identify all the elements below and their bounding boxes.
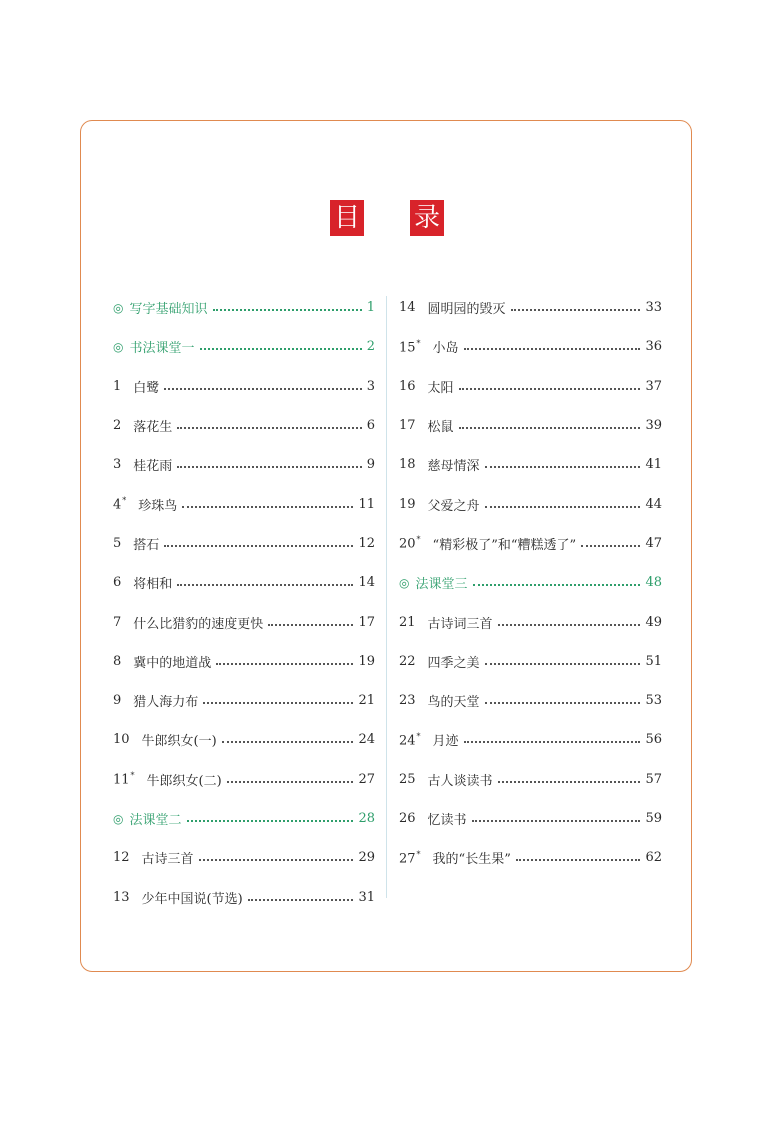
dot-leader (187, 819, 354, 822)
lesson-number (399, 850, 421, 866)
optional-star: * (130, 771, 135, 781)
toc-entry[interactable] (399, 838, 662, 877)
lesson-number (399, 418, 416, 433)
page-number: 27 (358, 771, 375, 787)
page-number: 37 (645, 378, 662, 394)
dot-leader (248, 898, 354, 901)
lesson-number (113, 654, 121, 669)
lesson-number (399, 339, 421, 355)
optional-star: * (416, 338, 421, 348)
lesson-number (399, 615, 416, 630)
dot-leader (511, 308, 641, 311)
toc-entry[interactable] (399, 406, 662, 445)
page-number: 3 (366, 378, 375, 394)
dot-leader (268, 623, 353, 626)
lesson-number-text: 14 (399, 300, 416, 316)
page-number: 31 (358, 889, 375, 905)
page-number: 39 (645, 418, 662, 434)
toc-entry[interactable] (113, 563, 375, 602)
lesson-number (113, 418, 121, 433)
section-mark-icon: ◎ (113, 811, 124, 826)
lesson-number (113, 496, 126, 512)
dot-leader (459, 387, 641, 390)
entry-title: 松鼠 (427, 420, 454, 436)
toc-entry[interactable] (399, 367, 662, 406)
page-number: 17 (358, 614, 375, 630)
page-number: 6 (366, 418, 375, 434)
page-number: 19 (358, 653, 375, 669)
toc-entry[interactable] (399, 799, 662, 838)
entry-title: 牛郎织女(一) (141, 734, 217, 750)
toc-section-entry[interactable] (399, 563, 662, 602)
page-number: 21 (358, 693, 375, 709)
entry-title: 法课堂三 (415, 577, 468, 593)
page-number: 24 (358, 732, 375, 748)
lesson-number (113, 890, 130, 905)
dot-leader (177, 583, 353, 586)
lesson-number (399, 497, 416, 512)
dot-leader (164, 387, 361, 390)
toc-entry[interactable] (113, 406, 375, 445)
toc-entry[interactable] (399, 524, 662, 563)
page-number: 36 (645, 339, 662, 355)
lesson-number-text: 10 (113, 732, 130, 748)
optional-star: * (416, 535, 421, 545)
lesson-number-text: 26 (399, 811, 416, 826)
entry-title: 古诗三首 (141, 852, 194, 868)
lesson-number (399, 457, 416, 472)
toc-entry[interactable] (113, 838, 375, 877)
lesson-number-text: 3 (113, 457, 122, 473)
lesson-number-text: 23 (399, 693, 416, 709)
lesson-number (399, 300, 416, 315)
dot-leader (464, 740, 641, 743)
entry-title: 月迹 (432, 734, 459, 750)
page-number: 49 (645, 614, 662, 630)
lesson-number-text: 5 (113, 535, 122, 551)
entry-title: 古人谈读书 (427, 773, 493, 789)
toc-entry[interactable] (113, 681, 375, 720)
toc-entry[interactable] (399, 445, 662, 484)
dot-leader (516, 858, 641, 861)
optional-star: * (416, 849, 421, 859)
entry-title: 写字基础知识 (129, 302, 208, 318)
lesson-number-text: 12 (113, 850, 130, 866)
dot-leader (199, 858, 354, 861)
page-number: 44 (645, 496, 662, 512)
toc-section-entry[interactable] (113, 799, 375, 838)
page-number: 59 (645, 811, 662, 826)
page-number: 29 (358, 850, 375, 866)
lesson-number-text: 9 (113, 693, 122, 709)
entry-title: 书法课堂一 (129, 341, 195, 357)
lesson-number (399, 732, 421, 748)
dot-leader (459, 426, 641, 429)
toc-entry[interactable] (113, 445, 375, 484)
entry-title: 猎人海力布 (133, 695, 199, 711)
page-number: 1 (366, 300, 375, 316)
lesson-number (113, 615, 121, 630)
dot-leader (203, 701, 353, 704)
toc-entry[interactable] (399, 720, 662, 759)
page-number: 12 (358, 535, 375, 551)
lesson-number-text: 17 (399, 418, 416, 434)
lesson-number (113, 536, 121, 551)
lesson-number-text: 22 (399, 653, 416, 669)
lesson-number-text: 7 (113, 614, 122, 630)
toc-right-column (399, 288, 662, 877)
lesson-number (113, 771, 135, 787)
column-divider (386, 296, 387, 898)
lesson-number (113, 850, 130, 865)
section-mark-icon: ◎ (113, 339, 124, 354)
entry-title: 落花生 (133, 420, 173, 436)
dot-leader (473, 583, 641, 586)
lesson-number-text: 15 (399, 340, 416, 356)
dot-leader (177, 465, 361, 468)
toc-entry[interactable] (113, 602, 375, 641)
entry-title: 古诗词三首 (427, 616, 493, 632)
toc-entry[interactable] (113, 760, 375, 799)
title-char-1: 目 (330, 200, 364, 236)
dot-leader (177, 426, 361, 429)
toc-entry[interactable] (399, 602, 662, 641)
lesson-number-text: 24 (399, 733, 416, 749)
toc-entry[interactable] (113, 484, 375, 523)
lesson-number-text: 25 (399, 771, 416, 787)
section-mark-icon: ◎ (113, 300, 124, 315)
lesson-number-text: 13 (113, 889, 130, 905)
entry-title: 鸟的天堂 (427, 695, 480, 711)
page-number: 51 (645, 653, 662, 669)
dot-leader (485, 505, 641, 508)
entry-title: 珍珠鸟 (138, 498, 178, 514)
page-number: 41 (645, 457, 662, 473)
page-number: 53 (645, 693, 662, 709)
entry-title: 父爱之舟 (427, 498, 480, 514)
dot-leader (182, 505, 353, 508)
page-number: 9 (366, 457, 375, 473)
page-title (0, 200, 779, 238)
entry-title: 什么比猎豹的速度更快 (133, 616, 264, 632)
entry-title: 法课堂二 (129, 813, 182, 828)
dot-leader (498, 623, 641, 626)
lesson-number (399, 811, 416, 826)
page-number: 2 (366, 339, 375, 355)
toc-entry[interactable] (113, 642, 375, 681)
lesson-number-text: 11 (113, 772, 130, 788)
lesson-number (399, 693, 416, 708)
lesson-number-text: 21 (399, 614, 416, 630)
entry-title: 忆读书 (427, 813, 467, 828)
page-number: 11 (358, 496, 375, 512)
entry-title: 圆明园的毁灭 (427, 302, 506, 318)
lesson-number (113, 693, 121, 708)
dot-leader (464, 347, 641, 350)
lesson-number (113, 575, 121, 590)
toc-entry[interactable] (399, 760, 662, 799)
page-number: 28 (358, 811, 375, 826)
page-number: 56 (645, 732, 662, 748)
toc-section-entry[interactable] (113, 327, 375, 366)
optional-star: * (416, 731, 421, 741)
lesson-number-text: 1 (113, 378, 122, 394)
entry-title: 四季之美 (427, 655, 480, 671)
lesson-number-text: 18 (399, 457, 416, 473)
lesson-number (399, 654, 416, 669)
lesson-number (113, 379, 121, 394)
page-number: 48 (645, 575, 662, 591)
lesson-number (399, 379, 416, 394)
toc-section-entry[interactable] (113, 288, 375, 327)
dot-leader (213, 308, 362, 311)
entry-title: “精彩极了”和“糟糕透了” (432, 537, 577, 553)
dot-leader (485, 662, 641, 665)
toc-entry[interactable] (399, 681, 662, 720)
entry-title: 牛郎织女(二) (146, 773, 222, 789)
dot-leader (472, 819, 641, 822)
lesson-number (113, 457, 121, 472)
toc-entry[interactable] (113, 367, 375, 406)
toc-entry[interactable] (113, 524, 375, 563)
entry-title: 我的“长生果” (432, 852, 511, 868)
lesson-number (399, 772, 416, 787)
entry-title: 桂花雨 (133, 459, 173, 475)
dot-leader (222, 740, 354, 743)
toc-entry[interactable] (399, 327, 662, 366)
lesson-number-text: 20 (399, 536, 416, 552)
lesson-number-text: 2 (113, 418, 122, 434)
optional-star: * (122, 495, 127, 505)
page-number: 33 (645, 300, 662, 316)
dot-leader (227, 780, 354, 783)
toc-entry[interactable] (399, 484, 662, 523)
lesson-number-text: 6 (113, 575, 122, 591)
lesson-number (113, 732, 130, 747)
entry-title: 少年中国说(节选) (141, 891, 243, 907)
toc-entry[interactable] (399, 642, 662, 681)
toc-left-column (113, 288, 375, 917)
entry-title: 将相和 (133, 577, 173, 593)
entry-title: 慈母情深 (427, 459, 480, 475)
dot-leader (216, 662, 353, 665)
dot-leader (485, 701, 641, 704)
lesson-number-text: 8 (113, 653, 122, 669)
page-number: 57 (645, 771, 662, 787)
entry-title: 白鹭 (133, 380, 160, 396)
toc-entry[interactable] (113, 720, 375, 759)
title-char-2: 录 (410, 200, 444, 236)
lesson-number (399, 535, 421, 551)
entry-title: 搭石 (133, 537, 160, 553)
dot-leader (200, 347, 362, 350)
lesson-number-text: 19 (399, 496, 416, 512)
dot-leader (485, 465, 641, 468)
dot-leader (164, 544, 353, 547)
page-number: 62 (645, 850, 662, 866)
dot-leader (498, 780, 641, 783)
page-number: 14 (358, 575, 375, 591)
entry-title: 小岛 (432, 341, 459, 357)
dot-leader (581, 544, 640, 547)
toc-entry[interactable] (113, 877, 375, 916)
page-number: 47 (645, 535, 662, 551)
section-mark-icon: ◎ (399, 575, 410, 590)
toc-entry[interactable] (399, 288, 662, 327)
entry-title: 冀中的地道战 (133, 655, 212, 671)
entry-title: 太阳 (427, 380, 454, 396)
lesson-number-text: 4 (113, 497, 122, 513)
lesson-number-text: 16 (399, 378, 416, 394)
lesson-number-text: 27 (399, 850, 416, 866)
